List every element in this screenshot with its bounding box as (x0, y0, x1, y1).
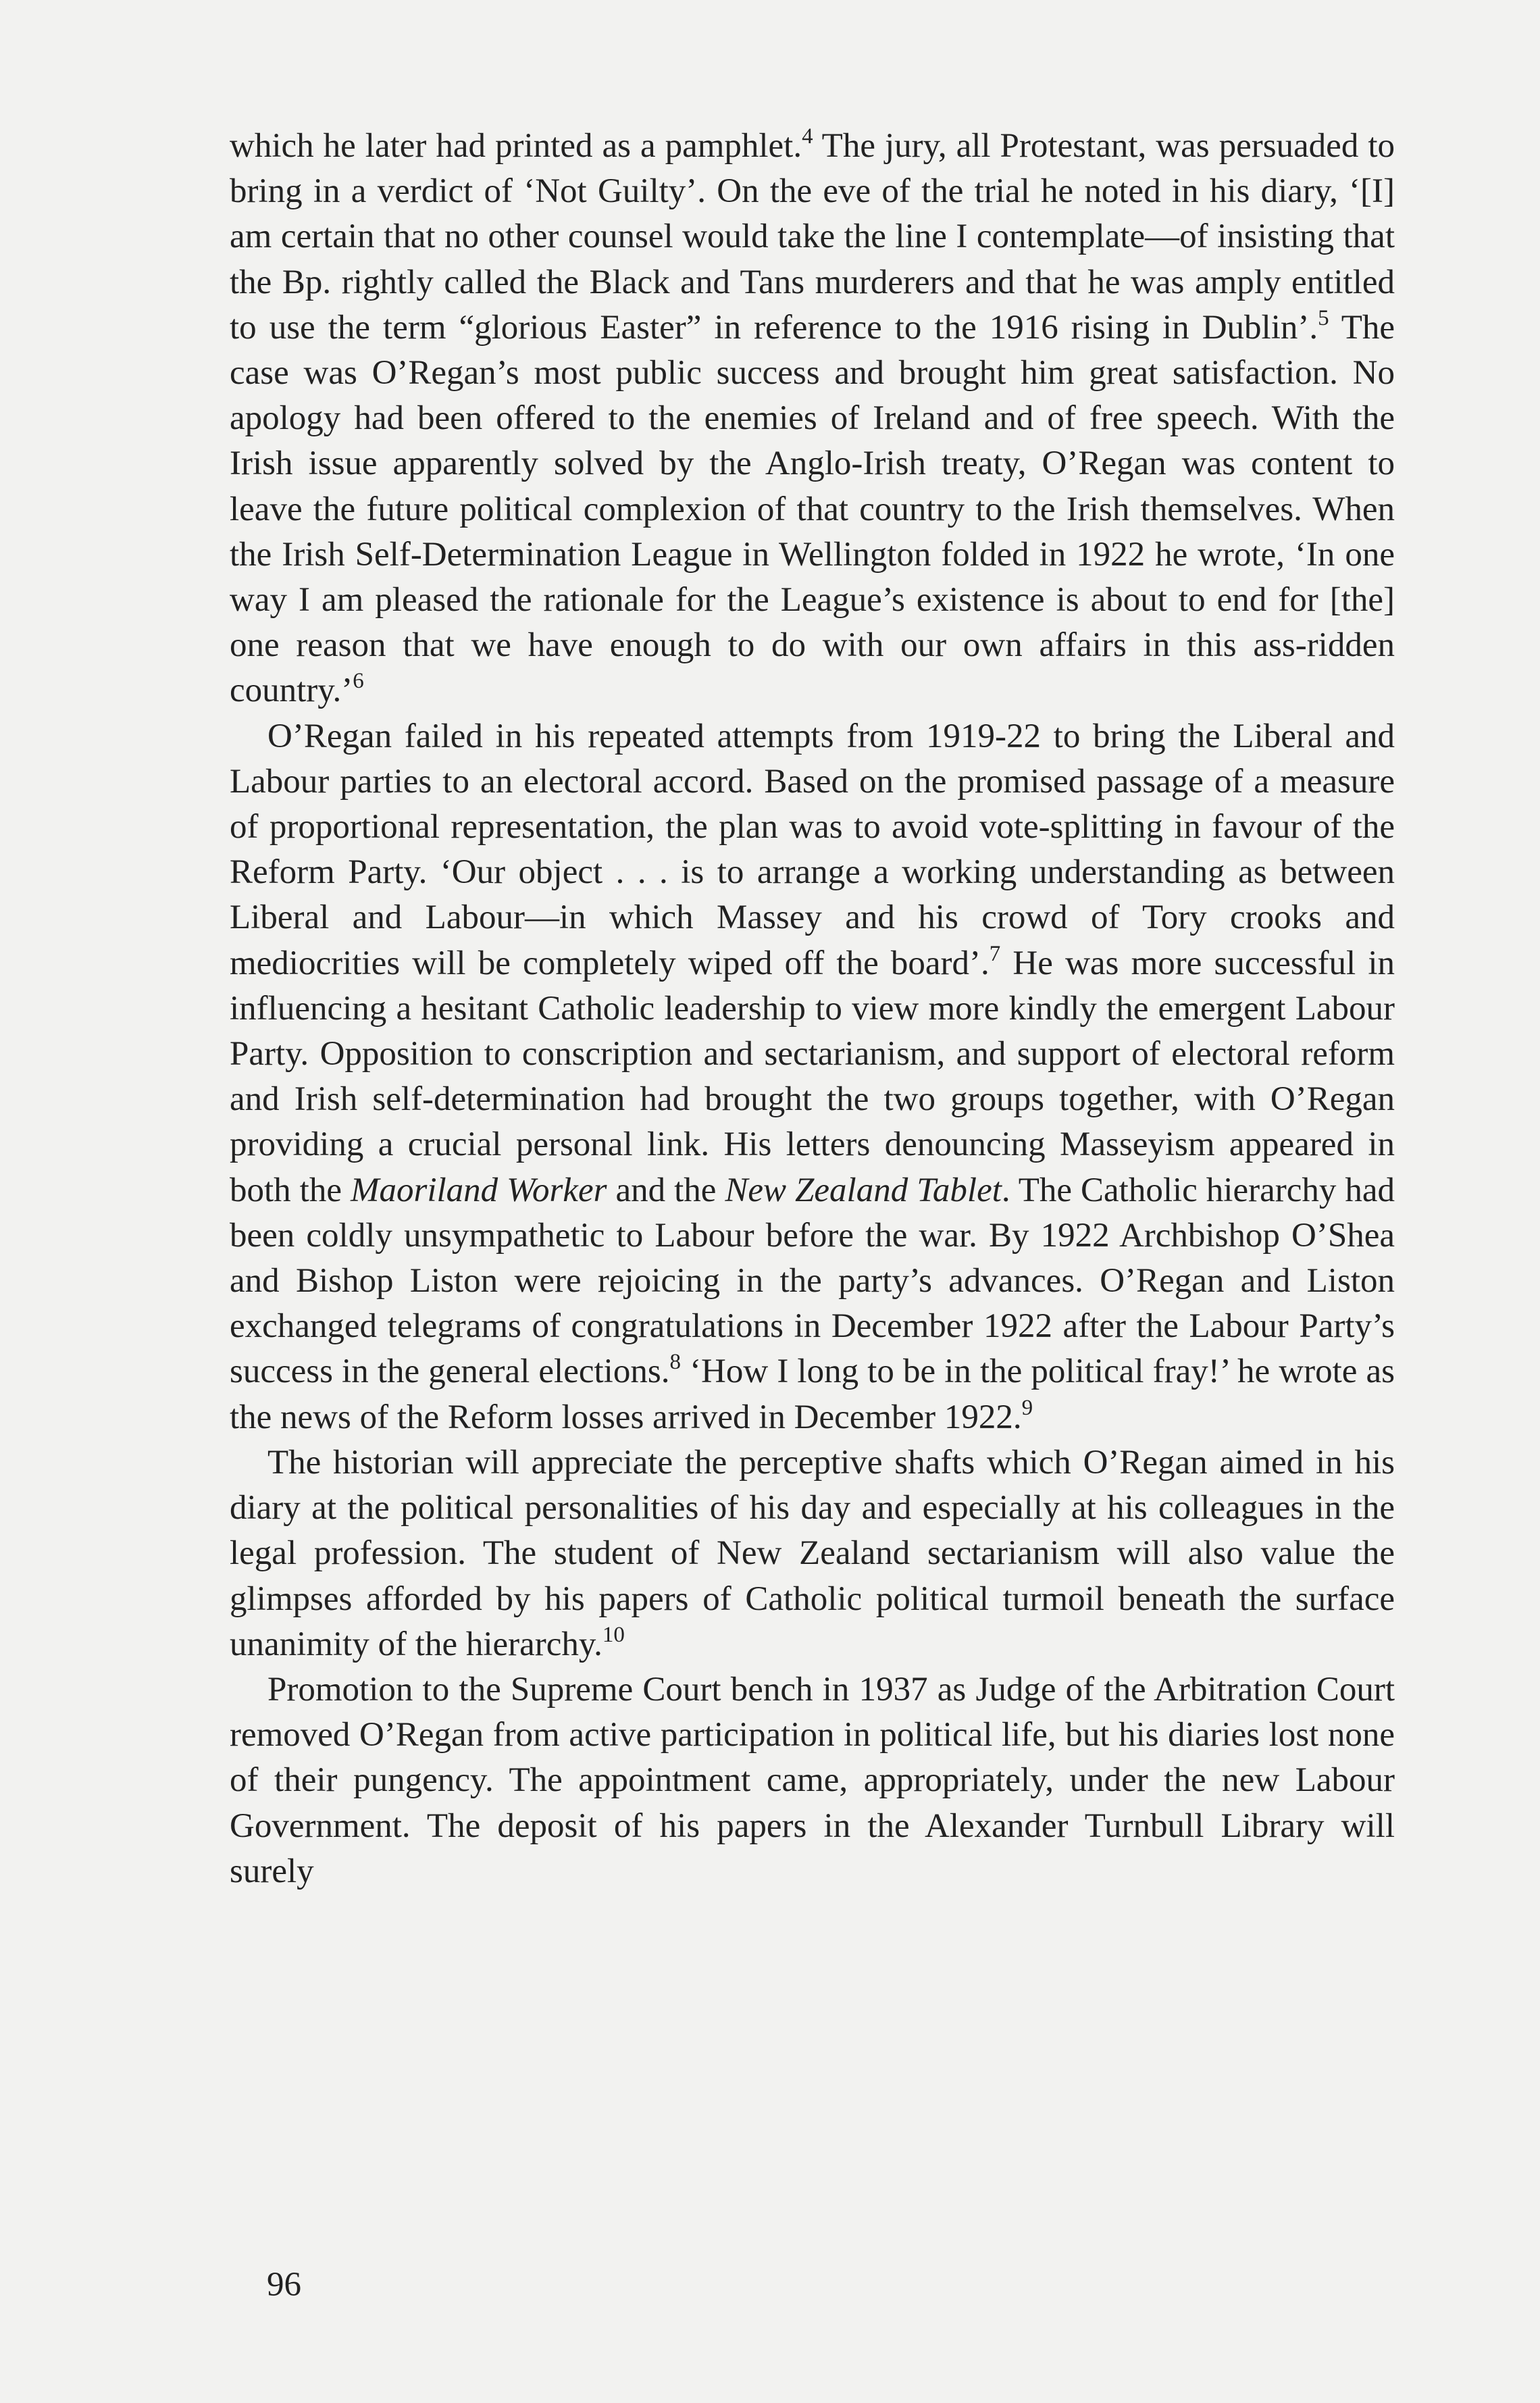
footnote-marker: 10 (602, 1622, 625, 1647)
text-run: He was more successful in influencing a hesitant Catholic leadership to view more kindly the emergent Labour Party. Opposition to conscription and sectarianism, and support of electoral reform and Irish self-determination had brought the two groups together, with O’Regan providing a crucial personal link. His letters denouncing Masseyism appeared in both the (230, 944, 1395, 1209)
text-run: The case was O’Regan’s most public success and brought him great satisfaction. No apology had been offered to the enemies of Ireland and of free speech. With the Irish issue apparently solved by the Anglo-Irish treaty, O’Regan was content to leave the future political complexion of that country to the Irish themselves. When the Irish Self-Determination League in Wellington folded in 1922 he wrote, ‘In one way I am pleased the rationale for the League’s existence is about to end for [the] one reason that we have enough to do with our own affairs in this ass-ridden country.’ (230, 308, 1395, 710)
text-run: Promotion to the Supreme Court bench in 1937 as Judge of the Arbitration Court removed O’Regan from active participation in political life, but his diaries lost none of their pungency. The appointment came, appropriately, under the new Labour Government. The deposit of his papers in the Alexander Turnbull Library will surely (230, 1670, 1395, 1890)
footnote-marker: 5 (1318, 305, 1329, 330)
italic-title: Maoriland Worker (350, 1171, 607, 1209)
text-run: and the (607, 1171, 725, 1209)
text-run: . The Catholic hierarchy had been coldly unsympathetic to Labour before the war. By 1922 Archbishop O’Shea and Bishop Liston were rejoicing in the party’s advances. O’Regan and Liston exchanged telegrams of congratulations in December 1922 after the Labour Party’s success in the general elections. (230, 1171, 1395, 1391)
text-run: O’Regan failed in his repeated attempts from 1919-22 to bring the Liberal and Labour parties to an electoral accord. Based on the promised passage of a measure of proportional representation, the plan was to avoid vote-splitting in favour of the Reform Party. ‘Our object . . . is to arrange a working understanding as between Liberal and Labour—in which Massey and his crowd of Tory crooks and mediocrities will be completely wiped off the board’. (230, 717, 1395, 982)
text-run: which he later had printed as a pamphlet. (230, 127, 802, 165)
footnote-marker: 8 (669, 1350, 681, 1375)
text-run: ‘How I long to be in the political fray!’ he wrote as the news of the Reform losses arrived in December 1922. (230, 1352, 1395, 1436)
paragraph (230, 124, 1395, 714)
footnote-marker: 9 (1021, 1395, 1033, 1420)
page-number: 96 (267, 2266, 301, 2304)
body-text (230, 124, 1395, 1894)
paragraph (230, 714, 1395, 1440)
paragraph (230, 1667, 1395, 1894)
italic-title: New Zealand Tablet (725, 1171, 1002, 1209)
footnote-marker: 7 (989, 941, 1001, 966)
text-run: The historian will appreciate the perceptive shafts which O’Regan aimed in his diary at the political personalities of his day and especially at his colleagues in the legal profession. The student of New Zealand sectarianism will also value the glimpses afforded by his papers of Catholic political turmoil beneath the surface unanimity of the hierarchy. (230, 1443, 1395, 1663)
footnote-marker: 4 (802, 124, 813, 149)
paragraph (230, 1440, 1395, 1667)
footnote-marker: 6 (353, 669, 364, 694)
text-run: The jury, all Protestant, was persuaded to bring in a verdict of ‘Not Guilty’. On the eve of the trial he noted in his diary, ‘[I] am certain that no other counsel would take the line I contemplate—of insisting that the Bp. rightly called the Black and Tans murderers and that he was amply entitled to use the term “glorious Easter” in reference to the 1916 rising in Dublin’. (230, 127, 1395, 347)
